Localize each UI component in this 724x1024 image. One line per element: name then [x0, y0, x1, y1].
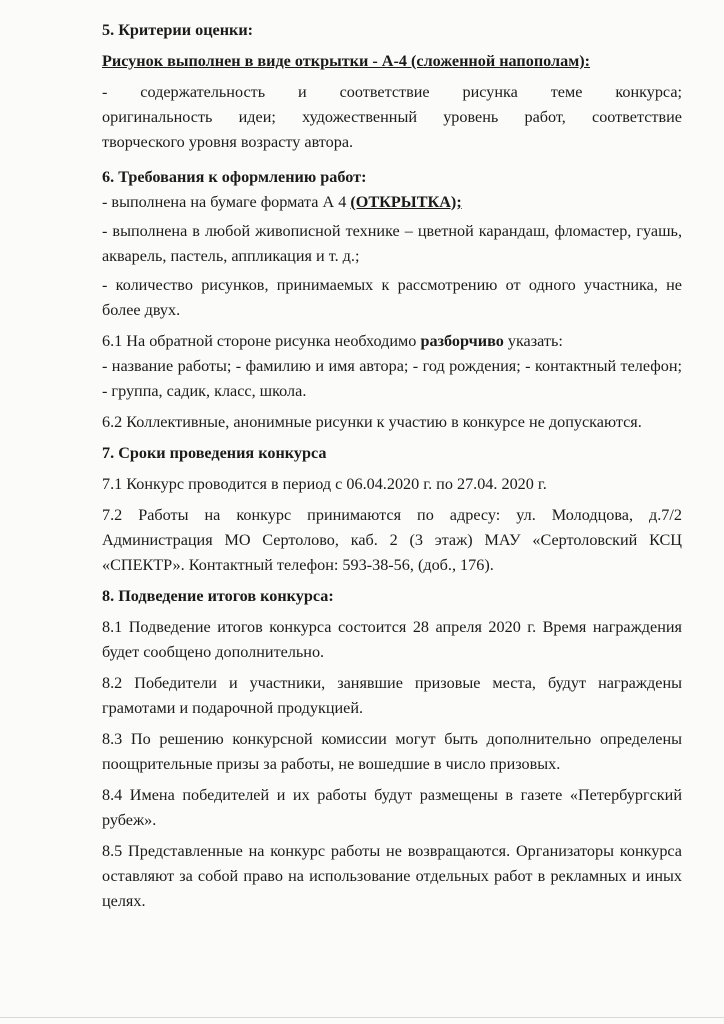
section-6-item-1-emphasis: (ОТКРЫТКА);: [350, 193, 462, 211]
section-6-1-list: - название работы; - фамилию и имя автора; - год рождения; - контактный телефон; - группа, садик, класс, школа.: [102, 357, 682, 400]
section-7-1: 7.1 Конкурс проводится в период с 06.04.2020 г. по 27.04. 2020 г.: [102, 475, 547, 493]
section-5-line-1: - содержательность и соответствие рисунка теме конкурса;: [102, 83, 682, 101]
section-6-item-1: [102, 190, 682, 215]
section-8-4: 8.4 Имена победителей и их работы будут размещены в газете «Петербургский рубеж».: [102, 786, 682, 829]
section-7-2: 7.2 Работы на конкурс принимаются по адресу: ул. Молодцова, д.7/2 Администрация МО Сертолово, каб. 2 (3 этаж) МАУ «Сертоловский КСЦ «СПЕКТР». Контактный телефон: 593-38-56, (доб., 176).: [102, 506, 682, 574]
section-8-1: 8.1 Подведение итогов конкурса состоится 28 апреля 2020 г. Время награждения будет сообщено дополнительно.: [102, 618, 682, 661]
section-5-subheading: Рисунок выполнен в виде открытки - А-4 (сложенной напополам):: [102, 52, 591, 70]
document-body: [102, 18, 682, 914]
section-5-heading: 5. Критерии оценки:: [102, 21, 254, 39]
section-7-heading: 7. Сроки проведения конкурса: [102, 444, 327, 462]
section-6-1: [102, 329, 682, 354]
section-8-5: 8.5 Представленные на конкурс работы не возвращаются. Организаторы конкурса оставляют за собой право на использование отдельных работ в рекламных и иных целях.: [102, 842, 682, 910]
section-6-2: 6.2 Коллективные, анонимные рисунки к участию в конкурсе не допускаются.: [102, 413, 642, 431]
section-8-3: 8.3 По решению конкурсной комиссии могут быть дополнительно определены поощрительные призы за работы, не вошедшие в число призовых.: [102, 730, 682, 773]
section-5-text: [102, 80, 682, 155]
section-6-item-1-text: - выполнена на бумаге формата А 4: [102, 193, 351, 211]
section-5-line-3: творческого уровня возрасту автора.: [102, 133, 354, 151]
section-6-1-tail: указать:: [503, 332, 563, 350]
section-6-item-2: - выполнена в любой живописной технике – цветной карандаш, фломастер, гуашь, акварель, пастель, аппликация и т. д.;: [102, 222, 682, 265]
section-8-heading: 8. Подведение итогов конкурса:: [102, 587, 334, 605]
section-5-line-2: оригинальность идеи; художественный уровень работ, соответствие: [102, 108, 682, 126]
section-6-heading: 6. Требования к оформлению работ:: [102, 168, 367, 186]
scan-edge-divider: [0, 1017, 724, 1018]
section-6-item-3: - количество рисунков, принимаемых к рассмотрению от одного участника, не более двух.: [102, 276, 682, 319]
section-6-1-emphasis: разборчиво: [420, 332, 504, 350]
section-8-2: 8.2 Победители и участники, занявшие призовые места, будут награждены грамотами и подарочной продукцией.: [102, 674, 682, 717]
section-6-1-text: 6.1 На обратной стороне рисунка необходимо: [102, 332, 421, 350]
